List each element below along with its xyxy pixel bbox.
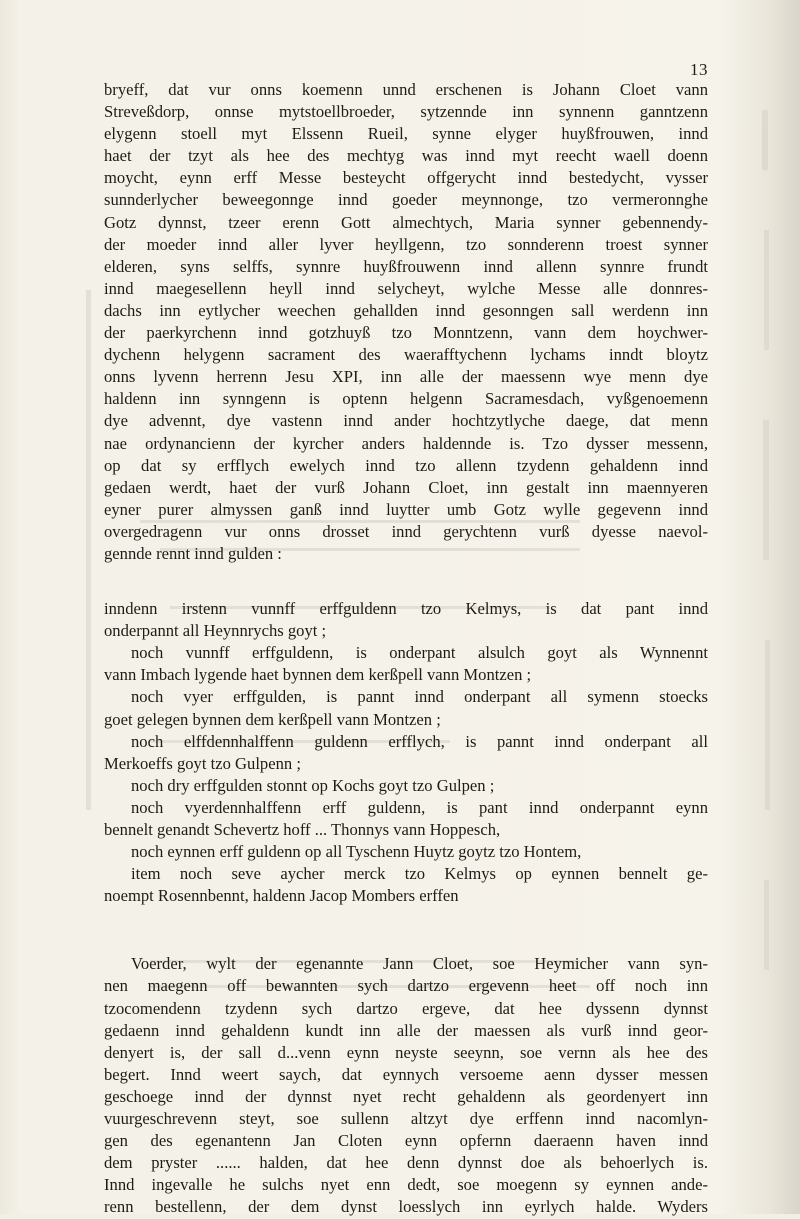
text-line: gedaenn innd gehaldenn kundt inn alle der maessen als vurß innd geor-: [104, 1020, 708, 1040]
text-line: onns lyvenn herrenn Jesu XPI, inn alle der maessenn wye menn dye: [104, 367, 708, 387]
rent-entry: [104, 775, 708, 797]
text-line: der paerkyrchenn innd gotzhuyß tzo Monntzenn, vann dem hoychwer-: [104, 323, 708, 343]
text-line: Gotz dynnst, tzeer erenn Gott almechtych, Maria synner gebennendy-: [104, 212, 708, 232]
text-line: elderen, syns selffs, synnre huyßfrouwenn innd allenn synnre frundt: [104, 256, 708, 276]
rent-entry: [104, 598, 708, 642]
text-line: dychenn helygenn sacrament des waerafftychenn lychams inndt bloytz: [104, 345, 708, 365]
text-line: eyner purer almyssen ganß innd luytter umb Gotz wylle gegevenn innd: [104, 499, 708, 519]
text-line: begert. Innd weert saych, dat eynnych versoeme aenn dysser messen: [104, 1064, 708, 1084]
text-line: Merkoeffs goyt tzo Gulpenn ;: [104, 753, 301, 773]
main-text: [104, 79, 708, 1219]
rent-entry: [104, 863, 708, 907]
text-line: noch elffdennhalffenn guldenn erfflych, is pannt innd onderpant all: [131, 731, 708, 751]
text-line: renn bestellenn, der dem dynst loesslych inn eyrlych halde. Wyders: [104, 1197, 708, 1217]
text-line: op dat sy erfflych ewelych innd tzo allenn tzydenn gehaldenn innd: [104, 455, 708, 475]
paragraph-gap: [104, 907, 708, 953]
text-line: gedaen werdt, haet der vurß Johann Cloet, inn gestalt inn maennyeren: [104, 477, 708, 497]
text-line: dem pryster ...... halden, dat hee denn dynnst doe als behoerlych is.: [104, 1153, 708, 1173]
paragraph-gap: [104, 565, 708, 598]
text-line: nen maegenn off bewannten sych dartzo ergevenn heet off noch inn: [104, 976, 708, 996]
paragraph-charter-opening: [104, 79, 708, 565]
text-line: inndenn irstenn vunnff erffguldenn tzo Kelmys, is dat pant innd: [104, 599, 708, 619]
text-line: moycht, eynn erff Messe besteycht offgerycht innd bestedycht, vysser: [104, 168, 708, 188]
show-through-mark: [764, 230, 769, 350]
text-line: noch vunnff erffguldenn, is onderpant alsulch goyt als Wynnennt: [131, 643, 708, 663]
page-number: 13: [690, 60, 708, 79]
text-line: Streveßdorp, onnse mytstoellbroeder, sytzennde inn synnenn ganntzenn: [104, 102, 708, 122]
text-line: noch eynnen erff guldenn op all Tyschenn Huytz goytz tzo Hontem,: [131, 842, 582, 862]
text-line: geschoege innd der dynnst nyet recht gehaldenn als geordenyert inn: [104, 1086, 708, 1106]
text-line: dye advennt, dye vastenn innd ander hochtzytlyche daege, dat menn: [104, 411, 708, 431]
text-line: goet gelegen bynnen dem kerßpell vann Montzen ;: [104, 709, 441, 729]
text-line: vuurgeschrevenn steyt, soe sullenn altzyt dye erffenn innd nacomlyn-: [104, 1109, 708, 1129]
text-line: onderpannt all Heynnrychs goyt ;: [104, 621, 327, 641]
text-line: haet der tzyt als hee des mechtyg was innd myt reecht waell doenn: [104, 146, 708, 166]
text-line: Innd ingevalle he sulchs nyet enn dedt, soe moegenn sy eynnen ande-: [104, 1175, 708, 1195]
text-line: nae ordynancienn der kyrcher anders haldennde is. Tzo dysser messenn,: [104, 433, 708, 453]
text-line: gennde rennt innd gulden :: [104, 543, 282, 563]
text-line: bennelt genandt Schevertz hoff ... Thonnys vann Hoppesch,: [104, 820, 501, 839]
text-line: vann Imbach lygende haet bynnen dem kerßpell vann Montzen ;: [104, 665, 532, 685]
text-line: dachs inn eytlycher weechen gehallden innd gesonngen sall werdenn inn: [104, 300, 708, 320]
rent-entry: [104, 841, 708, 863]
text-line: denyert is, der sall d...venn eynn neyste seeynn, soe vernn als hee des: [104, 1042, 708, 1062]
text-line: haldenn inn synngenn is optenn helgenn Sacramesdach, vyßgenoemenn: [104, 389, 708, 409]
text-line: overgedragenn vur onns drosset innd gerychtenn vurß dyesse naevol-: [104, 521, 708, 541]
rent-entry: [104, 642, 708, 686]
rent-entry: [104, 686, 708, 730]
show-through-mark: [762, 110, 768, 170]
text-line: tzocomendenn tzydenn sych dartzo ergeve, dat hee dyssenn dynnst: [104, 998, 708, 1018]
text-line: noch vyer erffgulden, is pannt innd onderpant all symenn stoecks: [131, 687, 708, 707]
text-line: gen des egenantenn Jan Cloten eynn opfernn daeraenn haven innd: [104, 1131, 708, 1151]
text-line: noch dry erffgulden stonnt op Kochs goyt tzo Gulpen ;: [131, 775, 495, 795]
show-through-mark: [765, 640, 770, 810]
text-line: Voerder, wylt der egenannte Jann Cloet, soe Heymicher vann syn-: [131, 954, 708, 974]
text-line: item noch seve aycher merck tzo Kelmys op eynnen bennelt ge-: [131, 864, 708, 884]
rent-entry: [104, 797, 708, 841]
text-line: noempt Rosennbennt, haldenn Jacop Mombers erffen: [104, 886, 459, 906]
paragraph-further-provisions: [104, 953, 708, 1218]
show-through-mark: [86, 290, 91, 810]
text-line: elygenn stoell myt Elssenn Rueil, synne elyger huyßfrouwen, innd: [104, 124, 708, 144]
rent-entry: [104, 731, 708, 775]
show-through-mark: [763, 420, 769, 560]
text-line: bryeff, dat vur onns koemenn unnd erschenen is Johann Cloet vann: [104, 80, 708, 99]
text-line: noch vyerdennhalffenn erff guldenn, is pant innd onderpannt eynn: [131, 797, 708, 817]
text-line: innd maegesellenn heyll innd selycheyt, wylche Messe alle donnres-: [104, 278, 708, 298]
text-line: sunnderlycher beweegonnge innd goeder meynnonge, tzo vermeronnghe: [104, 190, 708, 210]
rent-entries-list: [104, 598, 708, 907]
show-through-mark: [764, 880, 769, 970]
text-line: der moeder innd aller lyver heyllgenn, tzo sonnderenn troest synner: [104, 234, 708, 254]
